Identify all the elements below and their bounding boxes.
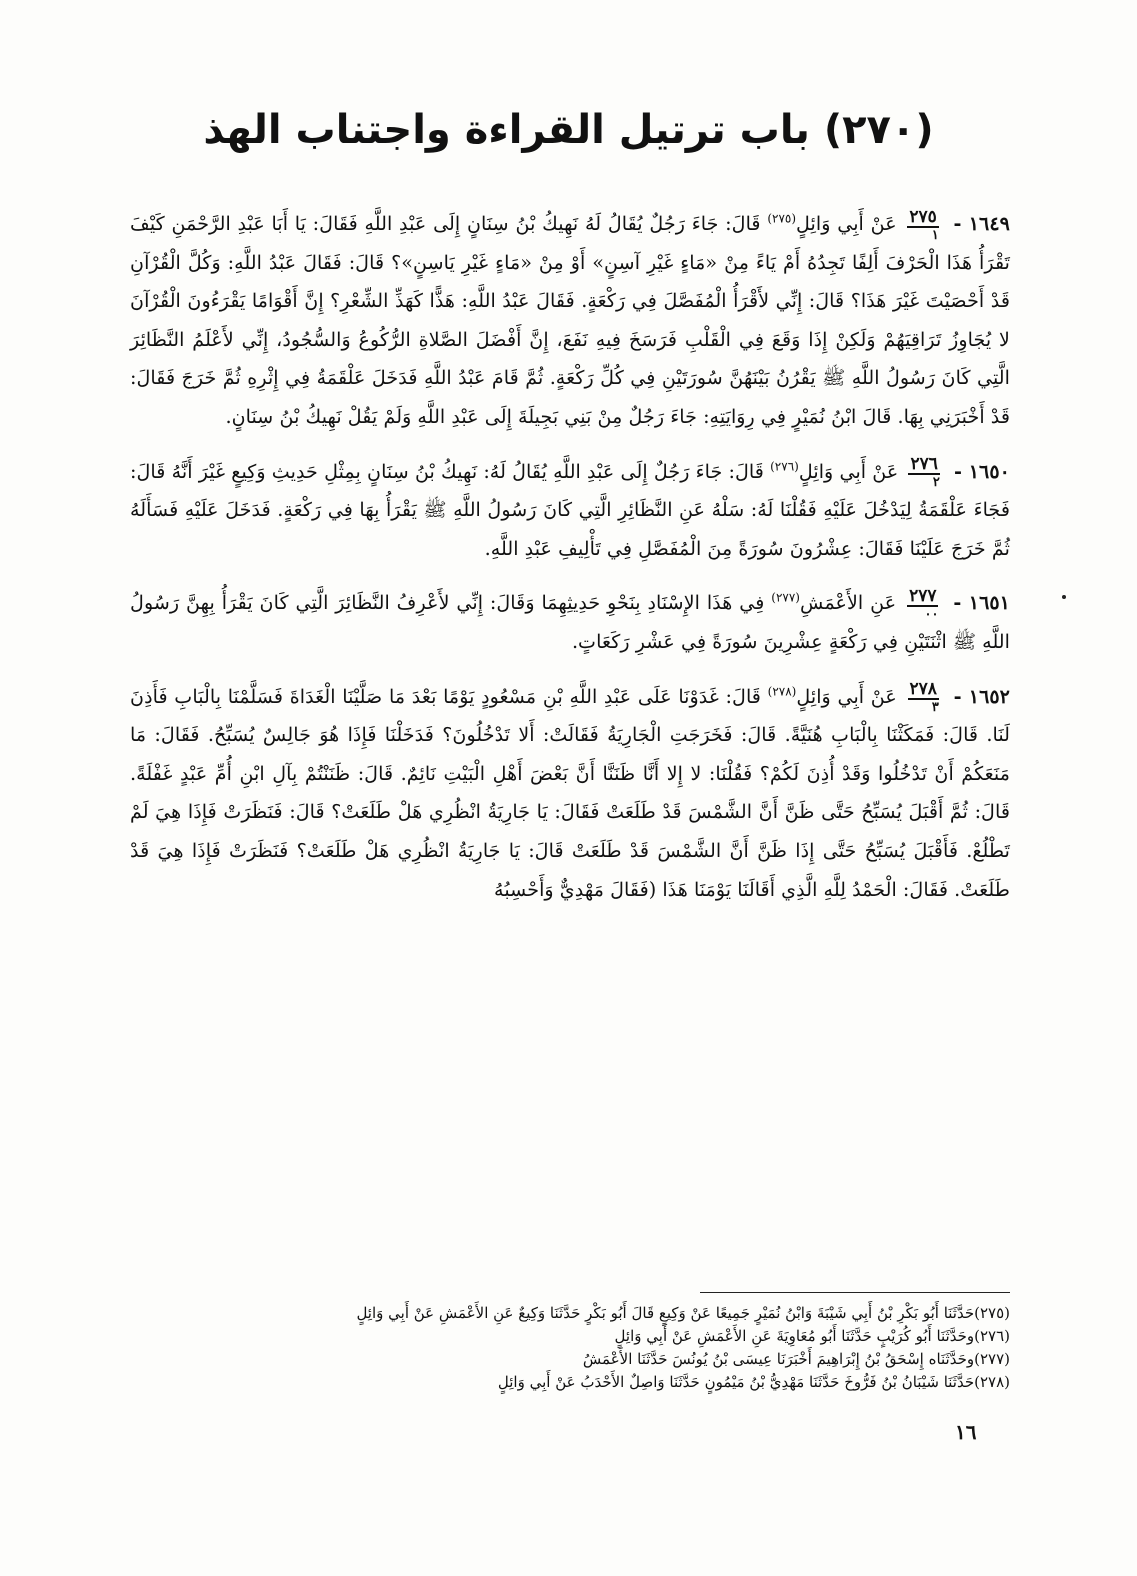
footnote-277: (٢٧٧)وحَدَّثَنَاه إِسْحَقُ بْنُ إِبْرَاهِيمَ أَخْبَرَنَا عِيسَى بْنُ يُونُسَ حَدَّثَنَا الأَعْمَشُ xyxy=(582,1350,1010,1368)
reference-number-top: ٢٧٦ xyxy=(910,454,938,475)
hadith-text: قَالَ: جَاءَ رَجُلٌ إِلَى عَبْدِ اللَّهِ يُقَالُ لَهُ: نَهِيكُ بْنُ سِنَانٍ بِمِثْلِ حَدِيثِ وَكِيعٍ غَيْرَ أَنَّهُ قَالَ: فَجَاءَ عَلْقَمَةُ لِيَدْخُلَ عَلَيْهِ فَقُلْنَا لَهُ: سَلْهُ عَنِ النَّظَائِرِ الَّتِي كَانَ رَسُولُ اللَّهِ ﷺ يَقْرَأُ بِهَا فِي رَكْعَةٍ. فَدَخَلَ عَلَيْهِ فَسَأَلَهُ ثُمَّ خَرَجَ عَلَيْنَا فَقَالَ: عِشْرُونَ سُورَةً مِنَ الْمُفَصَّلِ فِي تَأْلِيفِ عَبْدِ اللَّهِ. xyxy=(130,459,1010,560)
hadith-number: ١٦٥٢ - xyxy=(953,684,1010,708)
reference-number-top: ٢٧٥ xyxy=(909,206,937,227)
reference-number xyxy=(907,206,939,243)
hadith-1652 xyxy=(130,678,1010,910)
hadith-text: فِي هَذَا الإِسْنَادِ بِنَحْوِ حَدِيثِهِمَا وَقَالَ: إِنِّي لأَعْرِفُ النَّظَائِرَ الَّتِي كَانَ يَقْرَأُ بِهِنَّ رَسُولُ اللَّهِ ﷺ اثْنَتَيْنِ فِي رَكْعَةٍ عِشْرِينَ سُورَةً فِي عَشْرِ رَكَعَاتٍ. xyxy=(130,591,1010,653)
reference-number-bottom: ٣ xyxy=(931,700,939,716)
hadith-number: ١٦٥٠ - xyxy=(954,459,1010,483)
page-number: ١٦ xyxy=(955,1420,977,1444)
reference-number-top: ٢٧٧ xyxy=(909,585,937,606)
hadith-number: ١٦٥١ - xyxy=(953,591,1010,615)
reference-number-bottom: ٢ xyxy=(932,475,940,491)
page-title: (٢٧٠) باب ترتيل القراءة واجتناب الهذ xyxy=(203,107,934,153)
footnote-275: (٢٧٥)حَدَّثَنَا أَبُو بَكْرِ بْنُ أَبِي شَيْبَةَ وَابْنُ نُمَيْرٍ جَمِيعًا عَنْ وَكِيعٍ قَالَ أَبُو بَكْرٍ حَدَّثَنَا وَكِيعٌ عَنِ الأَعْمَشِ عَنْ أَبِي وَائِلٍ xyxy=(356,1304,1010,1322)
narrator: عَنِ الأَعْمَشِ xyxy=(799,591,897,615)
reference-number-bottom: ٠٠ xyxy=(924,606,939,622)
narrator: عَنْ أَبِي وَائِلٍ xyxy=(796,212,897,235)
footnotes xyxy=(130,1302,1010,1394)
footnote-278: (٢٧٨)حَدَّثَنَا شَيْبَانُ بْنُ فَرُّوخَ حَدَّثَنَا مَهْدِيُّ بْنُ مَيْمُونٍ حَدَّثَنَا وَاصِلٌ الأَحْدَبُ عَنْ أَبِي وَائِلٍ xyxy=(497,1373,1010,1391)
narrator: عَنْ أَبِي وَائِلٍ xyxy=(796,684,897,708)
hadith-1649 xyxy=(130,205,1010,437)
reference-number-bottom: ١ xyxy=(931,227,939,243)
footnote-marker: (٢٧٥) xyxy=(767,211,797,226)
stray-dot xyxy=(1062,595,1066,599)
reference-number xyxy=(907,585,939,622)
body-text xyxy=(130,205,1010,925)
hadith-text: قَالَ: جَاءَ رَجُلٌ يُقَالُ لَهُ نَهِيكُ بْنُ سِنَانٍ إِلَى عَبْدِ اللَّهِ فَقَالَ: يَا أَبَا عَبْدِ الرَّحْمَنِ كَيْفَ تَقْرَأُ هَذَا الْحَرْفَ أَلِفًا تَجِدُهُ أَمْ يَاءً مِنْ «مَاءٍ غَيْرِ آسِنٍ» أَوْ مِنْ «مَاءٍ غَيْرِ يَاسِنٍ»؟ قَالَ: فَقَالَ عَبْدُ اللَّهِ: وَكُلَّ الْقُرْآنِ قَدْ أَحْصَيْتَ غَيْرَ هَذَا؟ قَالَ: إِنِّي لأَقْرَأُ الْمُفَصَّلَ فِي رَكْعَةٍ. فَقَالَ عَبْدُ اللَّهِ: هَذًّا كَهَذِّ الشِّعْرِ؟ إِنَّ أَقْوَامًا يَقْرَءُونَ الْقُرْآنَ لا يُجَاوِزُ تَرَاقِيَهُمْ وَلَكِنْ إِذَا وَقَعَ فِي الْقَلْبِ فَرَسَخَ فِيهِ نَفَعَ، إِنَّ أَفْضَلَ الصَّلاةِ الرُّكُوعُ وَالسُّجُودُ، إِنِّي لأَعْلَمُ النَّظَائِرَ الَّتِي كَانَ رَسُولُ اللَّهِ ﷺ يَقْرُنُ بَيْنَهُنَّ سُورَتَيْنِ فِي كُلِّ رَكْعَةٍ. ثُمَّ قَامَ عَبْدُ اللَّهِ فَدَخَلَ عَلْقَمَةُ فِي إِثْرِهِ ثُمَّ خَرَجَ فَقَالَ: قَدْ أَخْبَرَنِي بِهَا. قَالَ ابْنُ نُمَيْرٍ فِي رِوَايَتِهِ: جَاءَ رَجُلٌ مِنْ بَنِي بَجِيلَةَ إِلَى عَبْدِ اللَّهِ وَلَمْ يَقُلْ نَهِيكُ بْنُ سِنَانٍ. xyxy=(130,212,1010,428)
footnote-276: (٢٧٦)وحَدَّثَنَا أَبُو كُرَيْبٍ حَدَّثَنَا أَبُو مُعَاوِيَةَ عَنِ الأَعْمَشِ عَنْ أَبِي وَائِلٍ xyxy=(614,1327,1010,1345)
hadith-number: ١٦٤٩ - xyxy=(953,212,1010,235)
hadith-text: قَالَ: غَدَوْنَا عَلَى عَبْدِ اللَّهِ بْنِ مَسْعُودٍ يَوْمًا بَعْدَ مَا صَلَّيْنَا الْغَدَاةَ فَسَلَّمْنَا بِالْبَابِ فَأَذِنَ لَنَا. قَالَ: فَمَكَثْنَا بِالْبَابِ هُنَيَّةً. قَالَ: فَخَرَجَتِ الْجَارِيَةُ فَقَالَتْ: أَلا تَدْخُلُونَ؟ فَدَخَلْنَا فَإِذَا هُوَ جَالِسٌ يُسَبِّحُ. فَقَالَ: مَا مَنَعَكُمْ أَنْ تَدْخُلُوا وَقَدْ أُذِنَ لَكُمْ؟ فَقُلْنَا: لا إِلا أَنَّا ظَنَنَّا أَنَّ بَعْضَ أَهْلِ الْبَيْتِ نَائِمٌ. قَالَ: ظَنَنْتُمْ بِآلِ ابْنِ أُمِّ عَبْدٍ غَفْلَةً. قَالَ: ثُمَّ أَقْبَلَ يُسَبِّحُ حَتَّى ظَنَّ أَنَّ الشَّمْسَ قَدْ طَلَعَتْ فَقَالَ: يَا جَارِيَةُ انْظُرِي هَلْ طَلَعَتْ؟ قَالَ: فَنَظَرَتْ فَإِذَا هِيَ لَمْ تَطْلُعْ. فَأَقْبَلَ يُسَبِّحُ حَتَّى إِذَا ظَنَّ أَنَّ الشَّمْسَ قَدْ طَلَعَتْ قَالَ: يَا جَارِيَةُ انْظُرِي هَلْ طَلَعَتْ؟ فَنَظَرَتْ فَإِذَا هِيَ قَدْ طَلَعَتْ. فَقَالَ: الْحَمْدُ لِلَّهِ الَّذِي أَقَالَنَا يَوْمَنَا هَذَا (فَقَالَ مَهْدِيٌّ وَأَحْسِبُهُ xyxy=(130,684,1010,901)
narrator: عَنْ أَبِي وَائِلٍ xyxy=(798,459,899,483)
reference-number xyxy=(908,456,939,489)
footnote-marker: (٢٧٦) xyxy=(770,459,799,474)
footnote-marker: (٢٧٧) xyxy=(771,590,800,605)
footnote-divider xyxy=(700,1292,1010,1293)
footnote-marker: (٢٧٨) xyxy=(767,684,797,699)
hadith-1650 xyxy=(130,453,1010,569)
hadith-1651 xyxy=(130,584,1010,661)
reference-number-top: ٢٧٨ xyxy=(909,679,937,700)
reference-number xyxy=(908,681,939,714)
